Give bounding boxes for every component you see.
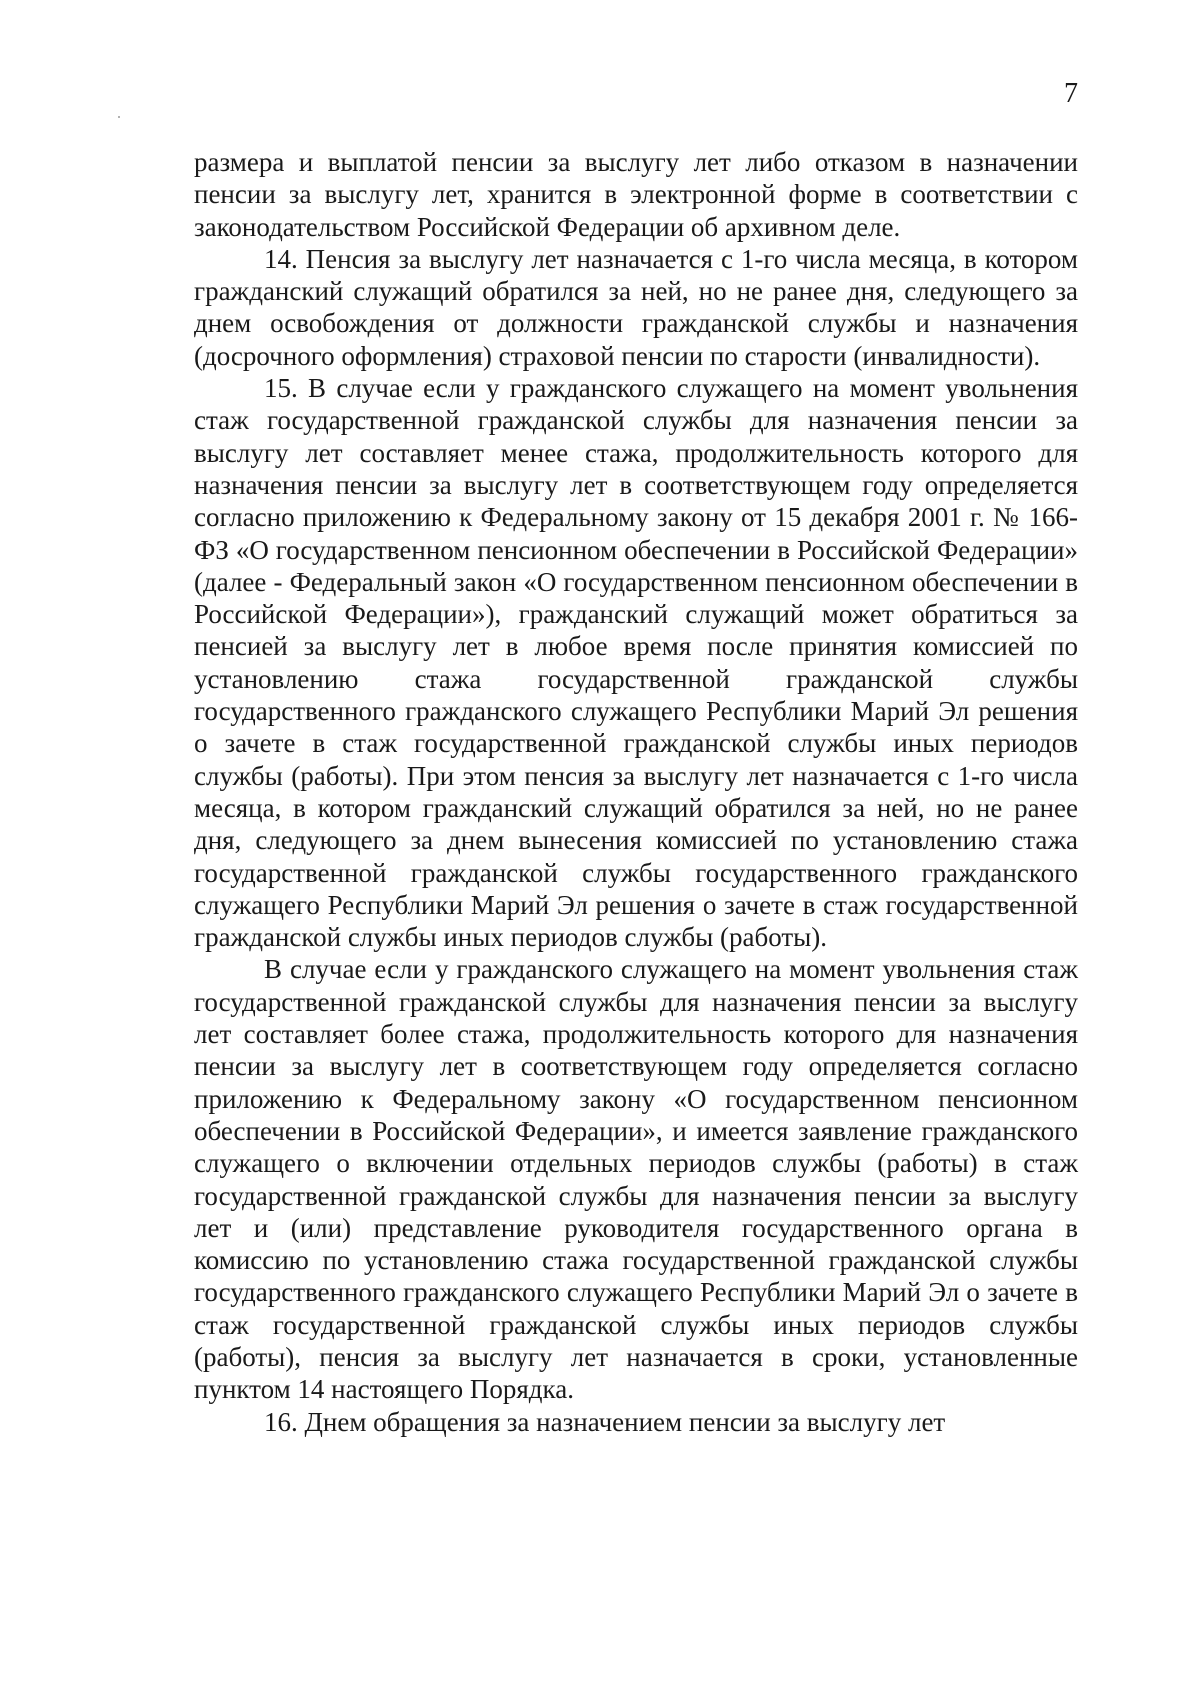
paragraph-item-16: 16. Днем обращения за назначением пенсии за выслугу лет (264, 1406, 946, 1437)
page-number: 7 (1064, 78, 1078, 109)
scan-artifact-dot (118, 116, 120, 118)
paragraph-item-15: 15. В случае если у гражданского служащего на момент увольнения стаж государственной гражданской службы для назначения пенсии за выслугу лет составляет менее стажа, продолжительность которого для назначения пенсии за выслугу лет в соответствующем году определяется согласно приложению к Федеральному закону от 15 декабря 2001 г. № 166-ФЗ «О государственном пенсионном обеспечении в Российской Федерации» (далее - Федеральный закон «О государственном пенсионном обеспечении в Российской Федерации»), гражданский служащий может обратиться за пенсией за выслугу лет в любое время после принятия комиссией по установлению стажа государственной гражданской службы государственного гражданского служащего Республики Марий Эл решения о зачете в стаж государственной гражданской службы иных периодов службы (работы). При этом пенсия за выслугу лет назначается с 1-го числа месяца, в котором гражданский служащий обратился за ней, но не ранее дня, следующего за днем вынесения комиссией по установлению стажа государственной гражданской службы государственного гражданского служащего Республики Марий Эл решения о зачете в стаж государственной гражданской службы иных периодов службы (работы). (194, 373, 1078, 953)
paragraph-continuation: размера и выплатой пенсии за выслугу лет либо отказом в назначении пенсии за выслугу лет, хранится в электронной форме в соответствии с законодательством Российской Федерации об архивном деле. (194, 147, 1078, 242)
paragraph-item-15-continued: В случае если у гражданского служащего на момент увольнения стаж государственной гражданской службы для назначения пенсии за выслугу лет составляет более стажа, продолжительность которого для назначения пенсии за выслугу лет в соответствующем году определяется согласно приложению к Федеральному закону «О государственном пенсионном обеспечении в Российской Федерации», и имеется заявление гражданского служащего о включении отдельных периодов службы (работы) в стаж государственной гражданской службы для назначения пенсии за выслугу лет и (или) представление руководителя государственного органа в комиссию по установлению стажа государственной гражданской службы государственного гражданского служащего Республики Марий Эл о зачете в стаж государственной гражданской службы иных периодов службы (работы), пенсия за выслугу лет назначается в сроки, установленные пунктом 14 настоящего Порядка. (194, 954, 1078, 1405)
paragraph-item-14: 14. Пенсия за выслугу лет назначается с 1-го числа месяца, в котором гражданский служащий обратился за ней, но не ранее дня, следующего за днем освобождения от должности гражданской службы и назначения (досрочного оформления) страховой пенсии по старости (инвалидности). (194, 243, 1078, 371)
document-body (194, 146, 1078, 1438)
